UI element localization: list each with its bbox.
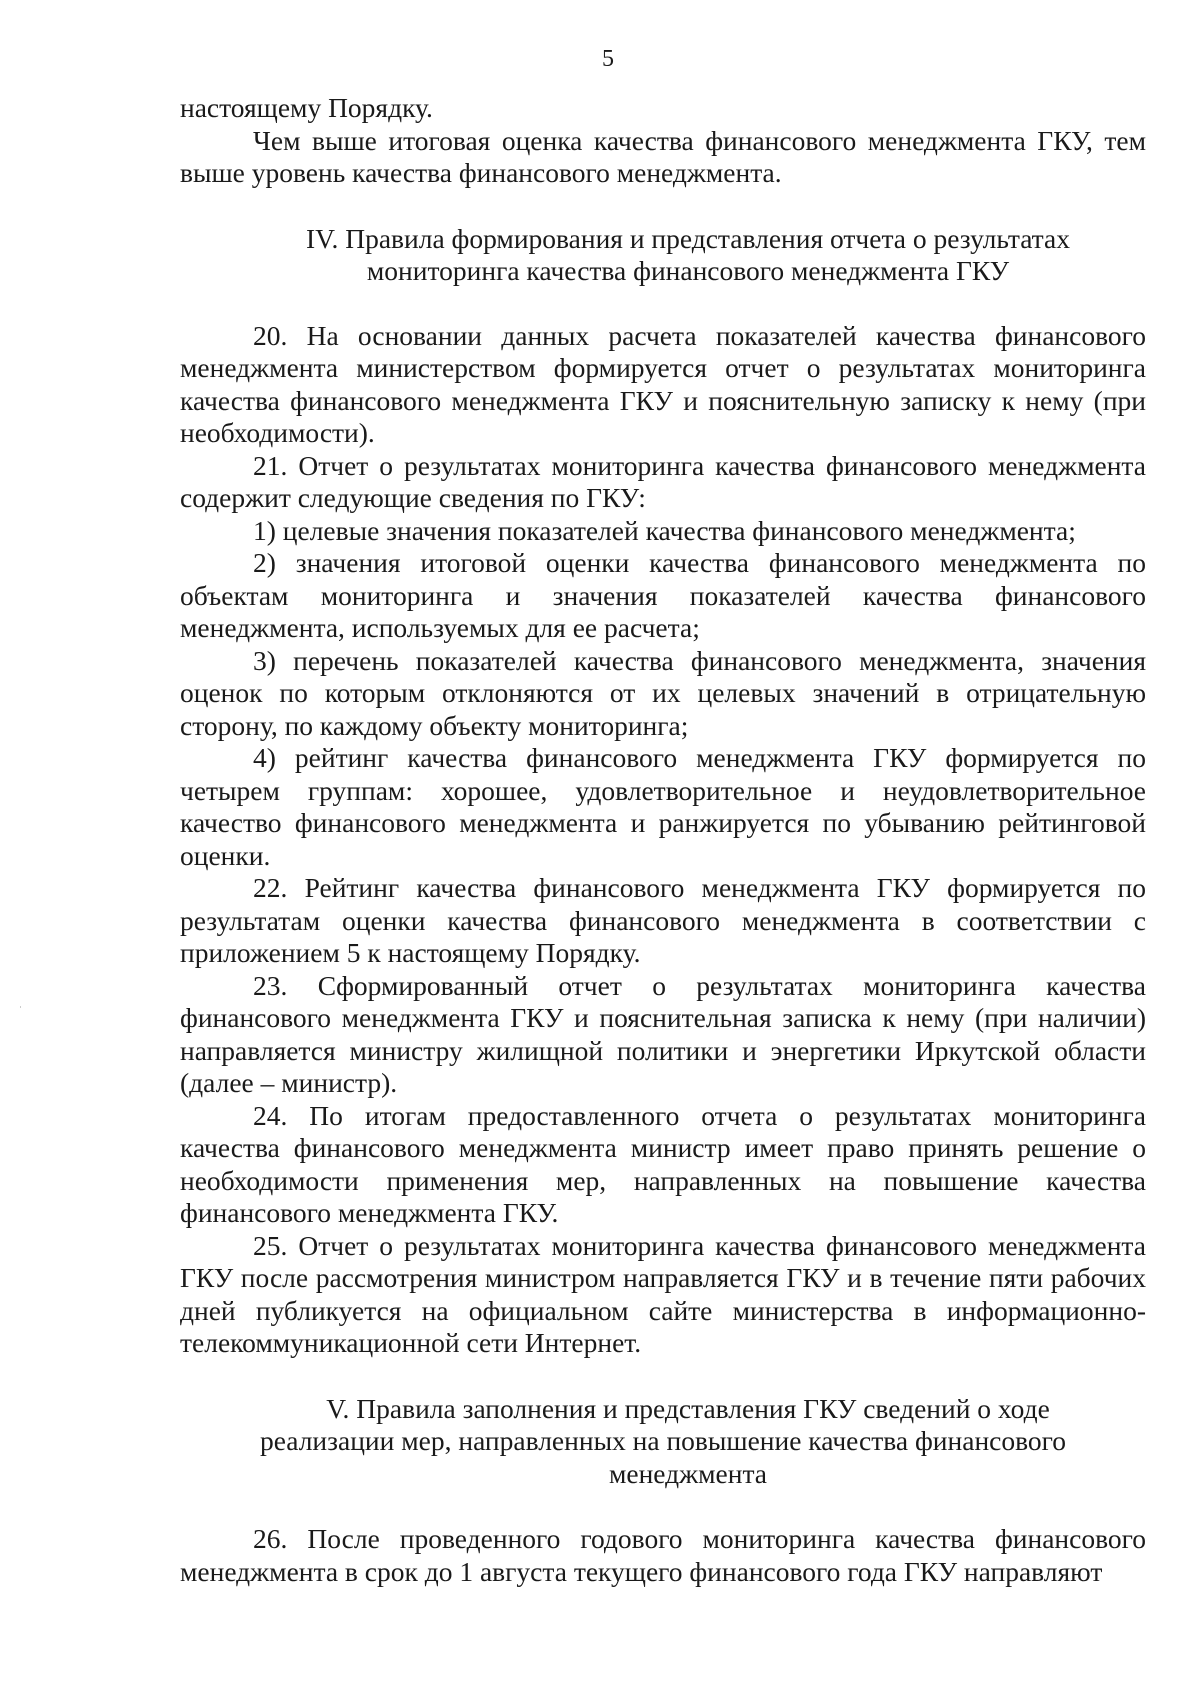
- paragraph-21-item-2: 2) значения итоговой оценки качества финансового менеджмента по объектам мониторинга и значения показателей качества финансового менеджмента, используемых для ее расчета;: [180, 547, 1146, 643]
- section-heading-v-line2: реализации мер, направленных на повышение качества финансового: [259, 1425, 1067, 1456]
- scan-margin-mark: [20, 1006, 21, 1008]
- paragraph-23: 23. Сформированный отчет о результатах мониторинга качества финансового менеджмента ГКУ и пояснительная записка к нему (при наличии) направляется министру жилищной политики и энергетики Иркутской области (далее – министр).: [180, 969, 1146, 1098]
- paragraph-24: 24. По итогам предоставленного отчета о результатах мониторинга качества финансового менеджмента министр имеет право принять решение о необходимости применения мер, направленных на повышение качества финансового менеджмента ГКУ.: [180, 1099, 1146, 1228]
- page-number: 5: [602, 46, 614, 72]
- section-heading-iv-line2: мониторинга качества финансового менеджмента ГКУ: [366, 255, 1010, 286]
- section-heading-v-line3: менеджмента: [608, 1457, 768, 1489]
- document-body: [180, 92, 1146, 1588]
- section-heading-v-line1: V. Правила заполнения и представления ГКУ сведений о ходе: [326, 1392, 1050, 1424]
- paragraph-20: 20. На основании данных расчета показателей качества финансового менеджмента министерством формируется отчет о результатах мониторинга качества финансового менеджмента ГКУ и пояснительную записку к нему (при необходимости).: [180, 319, 1146, 448]
- paragraph-21-item-3: 3) перечень показателей качества финансового менеджмента, значения оценок по которым отклоняются от их целевых значений в отрицательную сторону, по каждому объекту мониторинга;: [180, 644, 1146, 741]
- paragraph-21-item-1: 1) целевые значения показателей качества финансового менеджмента;: [253, 514, 1076, 546]
- section-heading-v: [180, 1393, 1146, 1491]
- paragraph-22: 22. Рейтинг качества финансового менеджмента ГКУ формируется по результатам оценки качества финансового менеджмента в соответствии с приложением 5 к настоящему Порядку.: [180, 872, 1146, 968]
- paragraph-intro: настоящему Порядку.: [180, 92, 433, 123]
- section-heading-iv: [180, 223, 1146, 288]
- paragraph-21-item-4: 4) рейтинг качества финансового менеджмента ГКУ формируется по четырем группам: хорошее, удовлетворительное и неудовлетворительное качество финансового менеджмента и ранжируется по убыванию рейтинговой оценки.: [180, 742, 1146, 871]
- paragraph-quality: Чем выше итоговая оценка качества финансового менеджмента ГКУ, тем выше уровень качества финансового менеджмента.: [180, 124, 1146, 188]
- section-heading-iv-line1: IV. Правила формирования и представления отчета о результатах: [305, 222, 1070, 254]
- paragraph-26: 26. После проведенного годового мониторинга качества финансового менеджмента в срок до 1 августа текущего финансового года ГКУ направляют: [180, 1523, 1146, 1587]
- paragraph-21: 21. Отчет о результатах мониторинга качества финансового менеджмента содержит следующие сведения по ГКУ:: [180, 449, 1146, 513]
- paragraph-25: 25. Отчет о результатах мониторинга качества финансового менеджмента ГКУ после рассмотрения министром направляется ГКУ и в течение пяти рабочих дней публикуется на официальном сайте министерства в информационно-телекоммуникационной сети Интернет.: [180, 1229, 1146, 1358]
